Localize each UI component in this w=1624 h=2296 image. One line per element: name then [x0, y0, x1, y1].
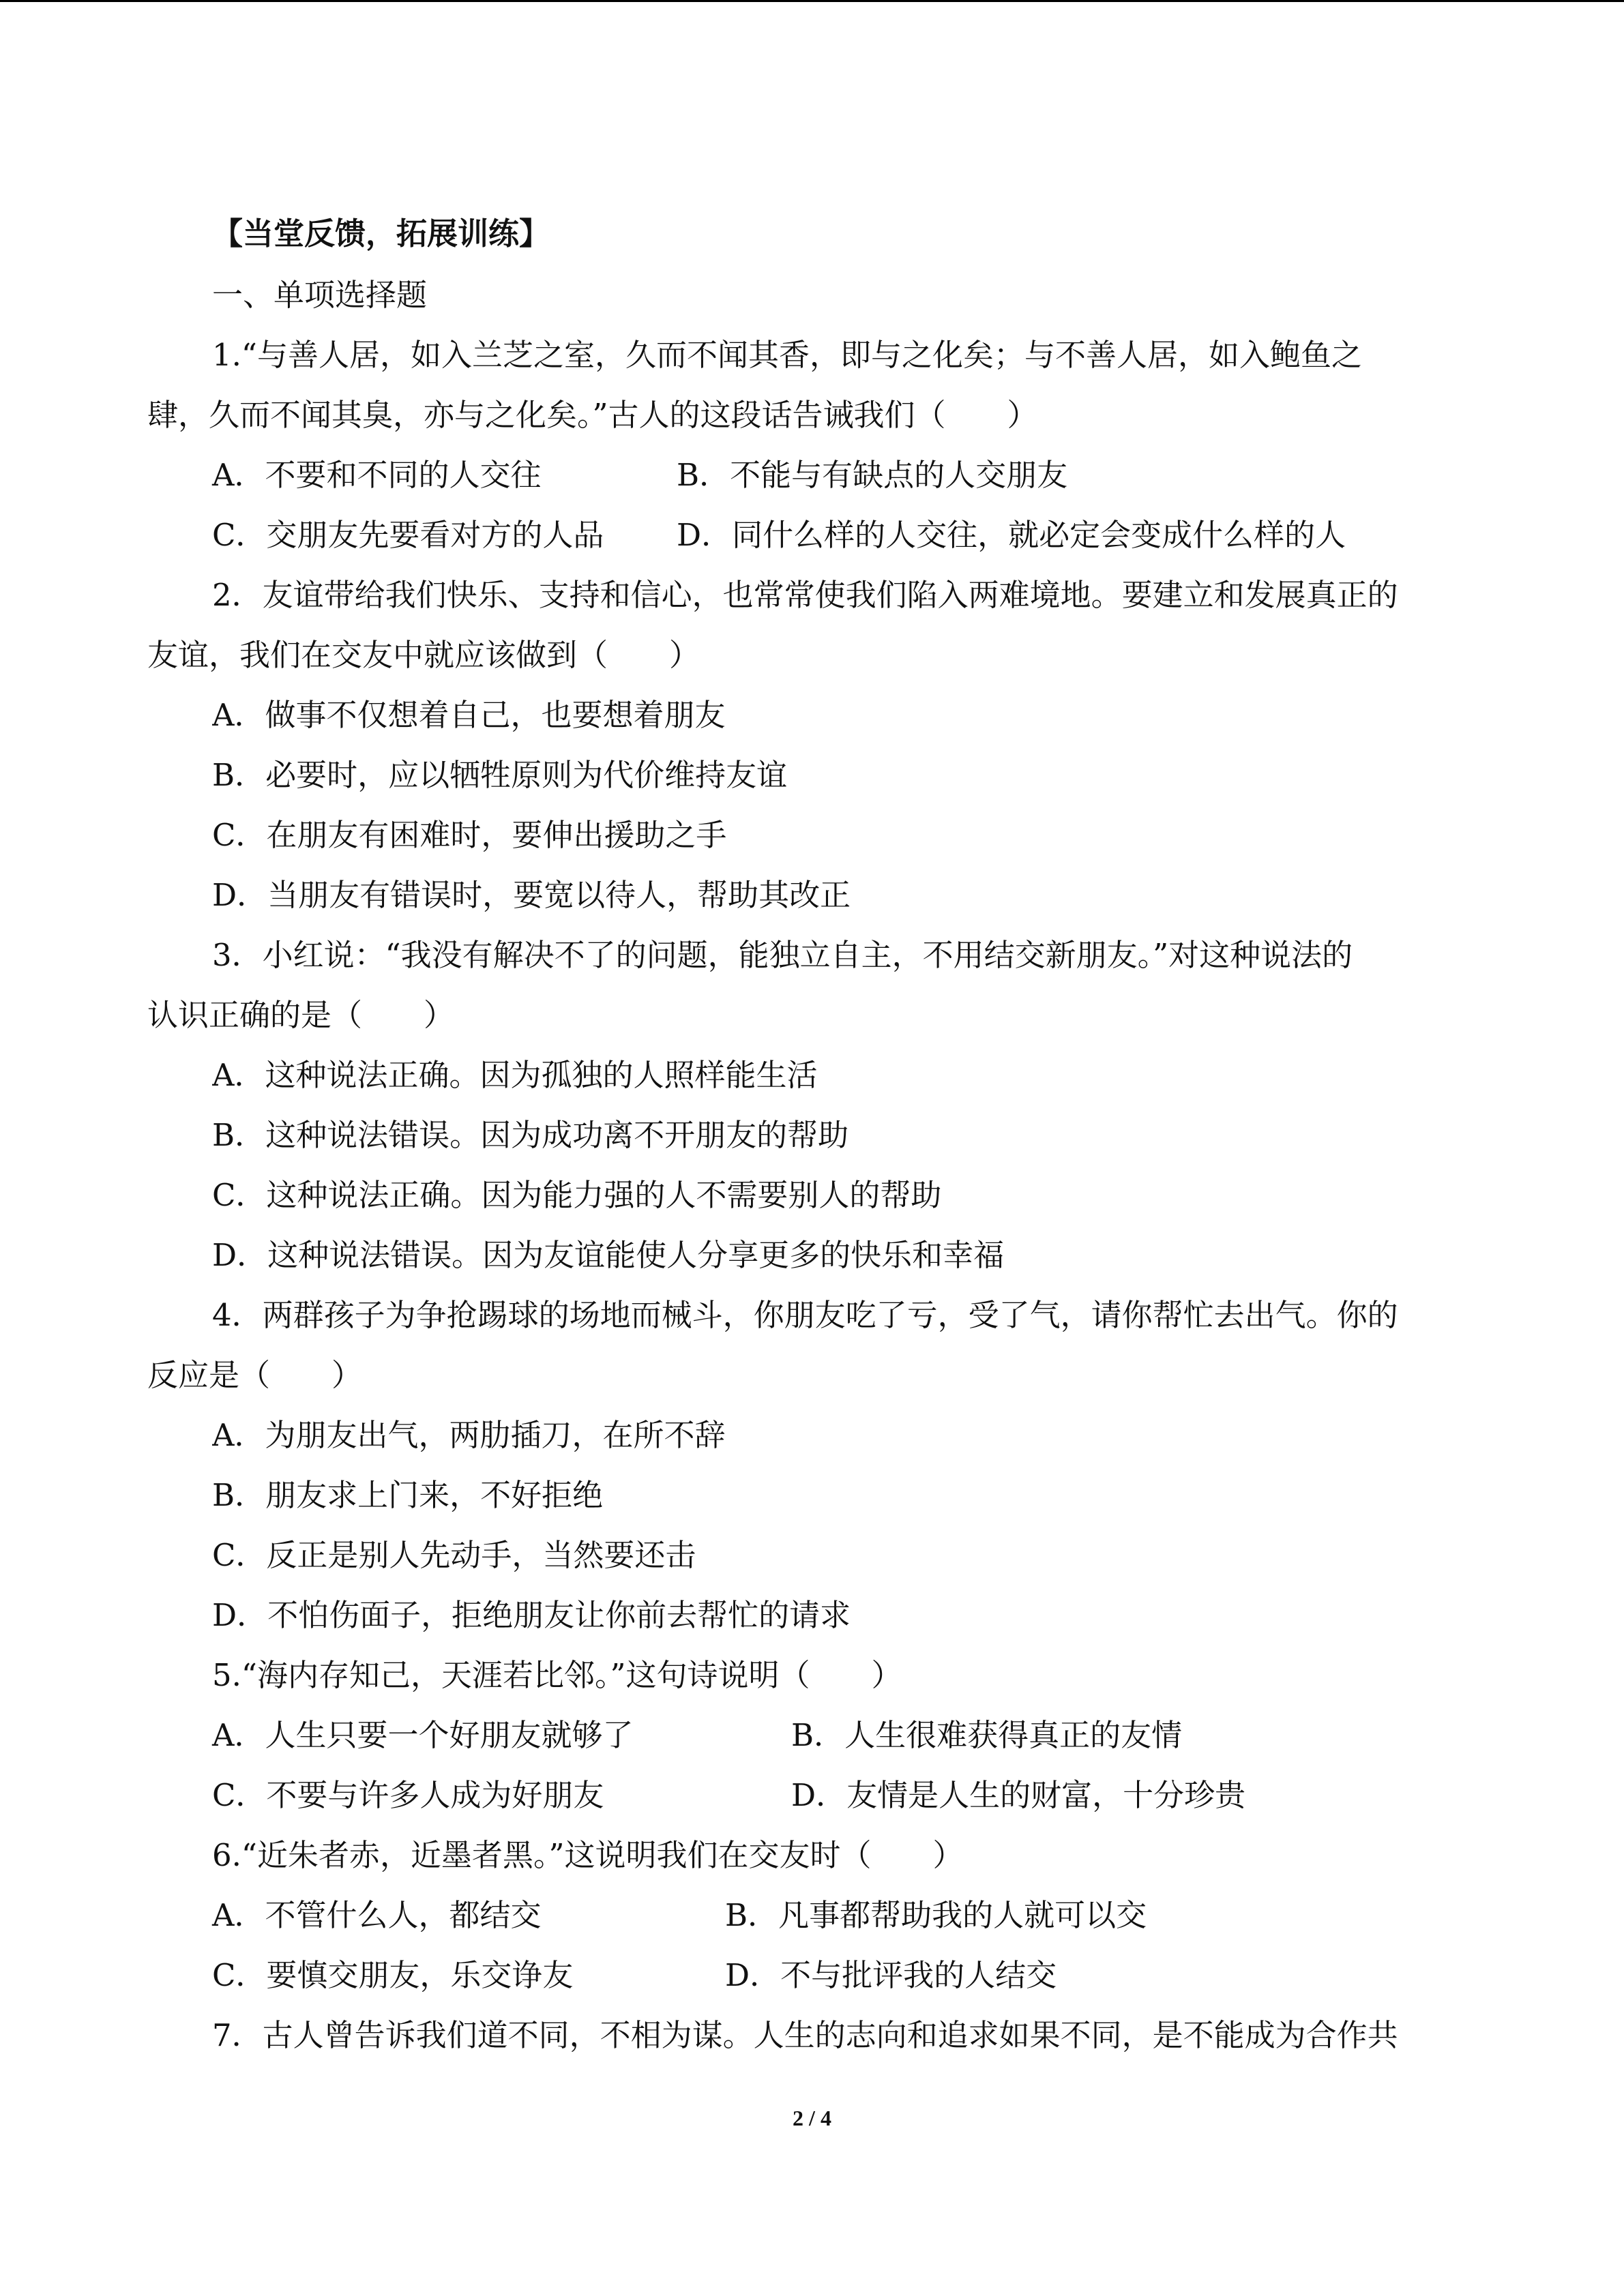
question-2-option-a: A．做事不仅想着自己，也要想着朋友 [212, 697, 726, 733]
question-6-option-c: C．要慎交朋友，乐交诤友 [212, 1957, 574, 1993]
question-6-option-b: B．凡事都帮助我的人就可以交 [725, 1897, 1147, 1933]
question-5-option-a: A．人生只要一个好朋友就够了 [212, 1717, 634, 1753]
section-title: 【当堂反馈，拓展训练】 [212, 215, 550, 252]
question-1-option-b: B．不能与有缺点的人交朋友 [677, 457, 1068, 493]
question-2-stem-cont: 友谊，我们在交友中就应该做到（ ） [147, 637, 700, 673]
question-5-stem: 5.“海内存知己，天涯若比邻。”这句诗说明（ ） [212, 1657, 902, 1693]
question-3-option-a: A．这种说法正确。因为孤独的人照样能生活 [212, 1057, 818, 1093]
question-6-stem: 6.“近朱者赤，近墨者黑。”这说明我们在交友时（ ） [212, 1837, 964, 1873]
question-1-option-d: D．同什么样的人交往，就必定会变成什么样的人 [677, 517, 1346, 553]
question-4-option-b: B．朋友求上门来，不好拒绝 [212, 1477, 604, 1513]
question-6-option-a: A．不管什么人，都结交 [212, 1897, 542, 1933]
question-1-option-a: A．不要和不同的人交往 [212, 457, 542, 493]
question-5-option-d: D．友情是人生的财富，十分珍贵 [791, 1777, 1246, 1813]
question-2-option-b: B．必要时，应以牺牲原则为代价维持友谊 [212, 757, 788, 793]
question-7-stem: 7．古人曾告诉我们道不同，不相为谋。人生的志向和追求如果不同，是不能成为合作共 [212, 2017, 1398, 2053]
question-5-option-c: C．不要与许多人成为好朋友 [212, 1777, 604, 1813]
question-4-stem: 4．两群孩子为争抢踢球的场地而械斗，你朋友吃了亏，受了气，请你帮忙去出气。你的 [212, 1297, 1398, 1333]
question-4-option-a: A．为朋友出气，两肋插刀，在所不辞 [212, 1417, 726, 1453]
page-number: 2 / 4 [793, 2106, 831, 2130]
part-title: 一、单项选择题 [212, 277, 428, 313]
question-2-stem: 2．友谊带给我们快乐、支持和信心，也常常使我们陷入两难境地。要建立和发展真正的 [212, 577, 1398, 613]
question-3-stem: 3．小红说：“我没有解决不了的问题，能独立自主，不用结交新朋友。”对这种说法的 [212, 937, 1353, 973]
question-1-option-c: C．交朋友先要看对方的人品 [212, 517, 604, 553]
question-4-option-c: C．反正是别人先动手，当然要还击 [212, 1537, 696, 1573]
question-3-stem-cont: 认识正确的是（ ） [147, 997, 455, 1033]
question-3-option-b: B．这种说法错误。因为成功离不开朋友的帮助 [212, 1117, 849, 1153]
question-4-option-d: D．不怕伤面子，拒绝朋友让你前去帮忙的请求 [212, 1597, 851, 1633]
question-1-stem: 1.“与善人居，如入兰芝之室，久而不闻其香，即与之化矣；与不善人居，如入鲍鱼之 [212, 337, 1362, 373]
question-4-stem-cont: 反应是（ ） [147, 1357, 363, 1393]
question-3-option-c: C．这种说法正确。因为能力强的人不需要别人的帮助 [212, 1177, 942, 1213]
question-5-option-b: B．人生很难获得真正的友情 [791, 1717, 1183, 1753]
question-3-option-d: D．这种说法错误。因为友谊能使人分享更多的快乐和幸福 [212, 1237, 1005, 1273]
question-1-stem-cont: 肆，久而不闻其臭，亦与之化矣。”古人的这段话告诫我们（ ） [147, 397, 1038, 433]
question-6-option-d: D．不与批评我的人结交 [725, 1957, 1057, 1993]
question-2-option-c: C．在朋友有困难时，要伸出援助之手 [212, 817, 727, 853]
question-2-option-d: D．当朋友有错误时，要宽以待人，帮助其改正 [212, 877, 851, 913]
